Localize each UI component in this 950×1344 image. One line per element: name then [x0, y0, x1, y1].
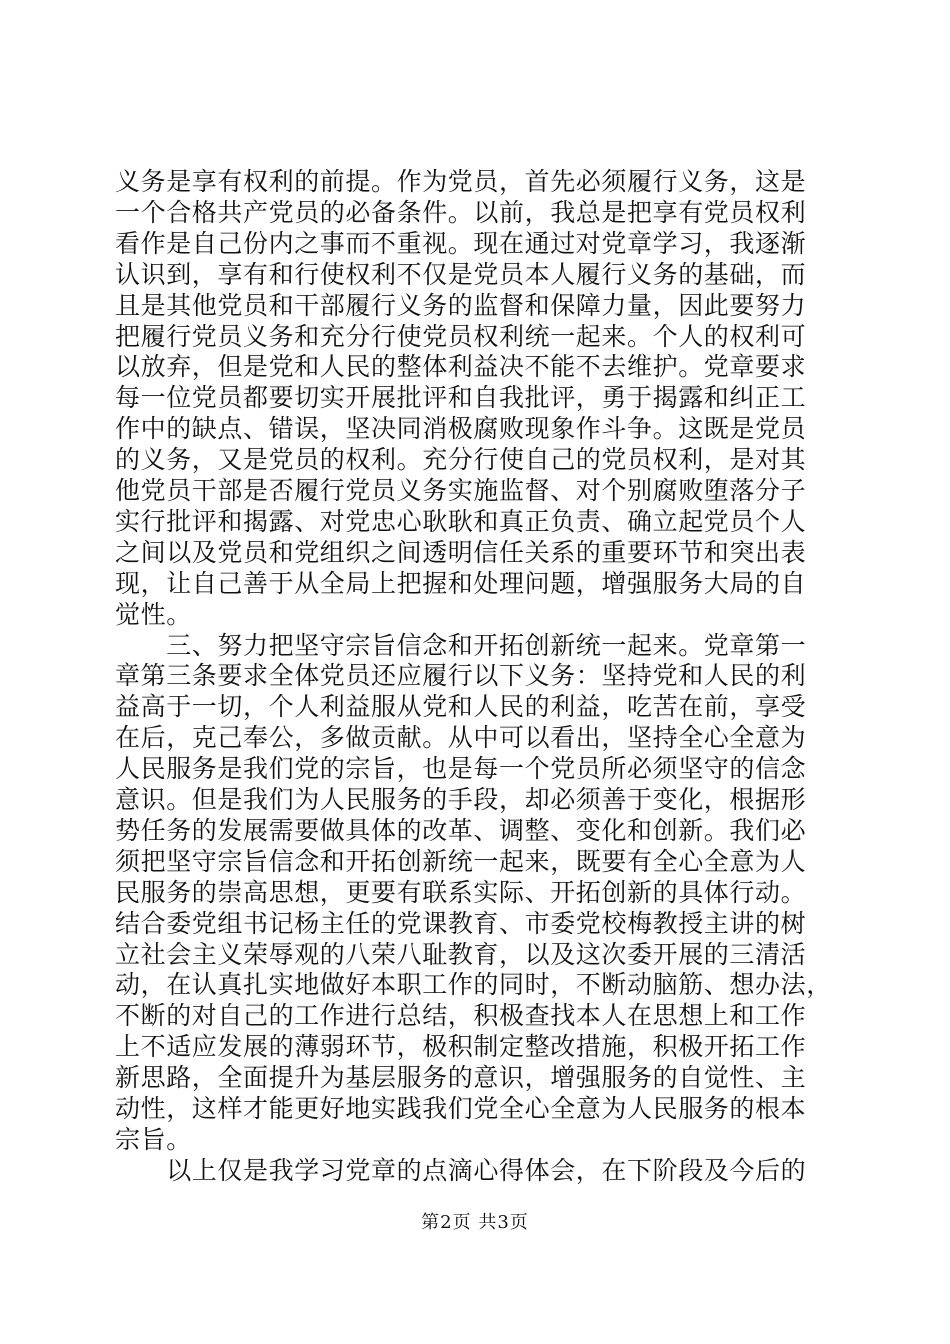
text-line: 势任务的发展需要做具体的改革、调整、变化和创新。我们必: [115, 815, 807, 845]
text-line: 须把坚守宗旨信念和开拓创新统一起来，既要有全心全意为人: [115, 846, 807, 876]
text-line: 动，在认真扎实地做好本职工作的同时，不断动脑筋、想办法，: [115, 970, 832, 1000]
text-line: 义务是享有权利的前提。作为党员，首先必须履行义务，这是: [115, 167, 807, 196]
text-line: 作中的缺点、错误，坚决同消极腐败现象作斗争。这既是党员: [115, 414, 807, 444]
text-line: 实行批评和揭露、对党忠心耿耿和真正负责、确立起党员个人: [115, 506, 807, 536]
paragraph-start-line: 以上仅是我学习党章的点滴心得体会，在下阶段及今后的: [115, 1155, 807, 1185]
text-line: 且是其他党员和干部履行义务的监督和保障力量，因此要努力: [115, 290, 807, 320]
text-line: 把履行党员义务和充分行使党员权利统一起来。个人的权利可: [115, 321, 807, 351]
text-line: 看作是自己份内之事而不重视。现在通过对党章学习，我逐渐: [115, 228, 807, 258]
text-line: 新思路，全面提升为基层服务的意识，增强服务的自觉性、主: [115, 1063, 807, 1093]
text-line: 益高于一切，个人利益服从党和人民的利益，吃苦在前，享受: [115, 692, 807, 722]
text-line: 每一位党员都要切实开展批评和自我批评，勇于揭露和纠正工: [115, 383, 807, 413]
text-line: 上不适应发展的薄弱环节，极积制定整改措施，积极开拓工作: [115, 1032, 807, 1062]
text-line: 立社会主义荣辱观的八荣八耻教育，以及这次委开展的三清活: [115, 939, 807, 969]
text-line: 意识。但是我们为人民服务的手段，却必须善于变化，根据形: [115, 785, 807, 814]
text-line: 结合委党组书记杨主任的党课教育、市委党校梅教授主讲的树: [115, 908, 807, 938]
text-line: 现，让自己善于从全局上把握和处理问题，增强服务大局的自: [115, 568, 807, 598]
text-line: 的义务，又是党员的权利。充分行使自己的党员权利，是对其: [115, 445, 807, 475]
text-line: 之间以及党员和党组织之间透明信任关系的重要环节和突出表: [115, 537, 807, 567]
text-line: 以放弃，但是党和人民的整体利益决不能不去维护。党章要求: [115, 352, 807, 382]
text-line: 在后，克己奉公，多做贡献。从中可以看出，坚持全心全意为: [115, 723, 807, 753]
paragraph-start-line: 三、努力把坚守宗旨信念和开拓创新统一起来。党章第一: [115, 630, 807, 660]
text-line: 宗旨。: [115, 1124, 192, 1154]
text-line: 人民服务是我们党的宗旨，也是每一个党员所必须坚守的信念: [115, 754, 807, 784]
text-line: 他党员干部是否履行党员义务实施监督、对个别腐败堕落分子: [115, 476, 807, 505]
text-line: 一个合格共产党员的必备条件。以前，我总是把享有党员权利: [115, 197, 807, 227]
text-line: 动性，这样才能更好地实践我们党全心全意为人民服务的根本: [115, 1094, 807, 1123]
text-line: 章第三条要求全体党员还应履行以下义务：坚持党和人民的利: [115, 661, 807, 691]
text-line: 民服务的崇高思想，更要有联系实际、开拓创新的具体行动。: [115, 877, 807, 907]
text-line: 觉性。: [115, 599, 192, 629]
text-line: 认识到，享有和行使权利不仅是党员本人履行义务的基础，而: [115, 259, 807, 289]
page-number-footer: 第2页 共3页: [421, 1212, 529, 1233]
text-line: 不断的对自己的工作进行总结，积极查找本人在思想上和工作: [115, 1001, 807, 1031]
